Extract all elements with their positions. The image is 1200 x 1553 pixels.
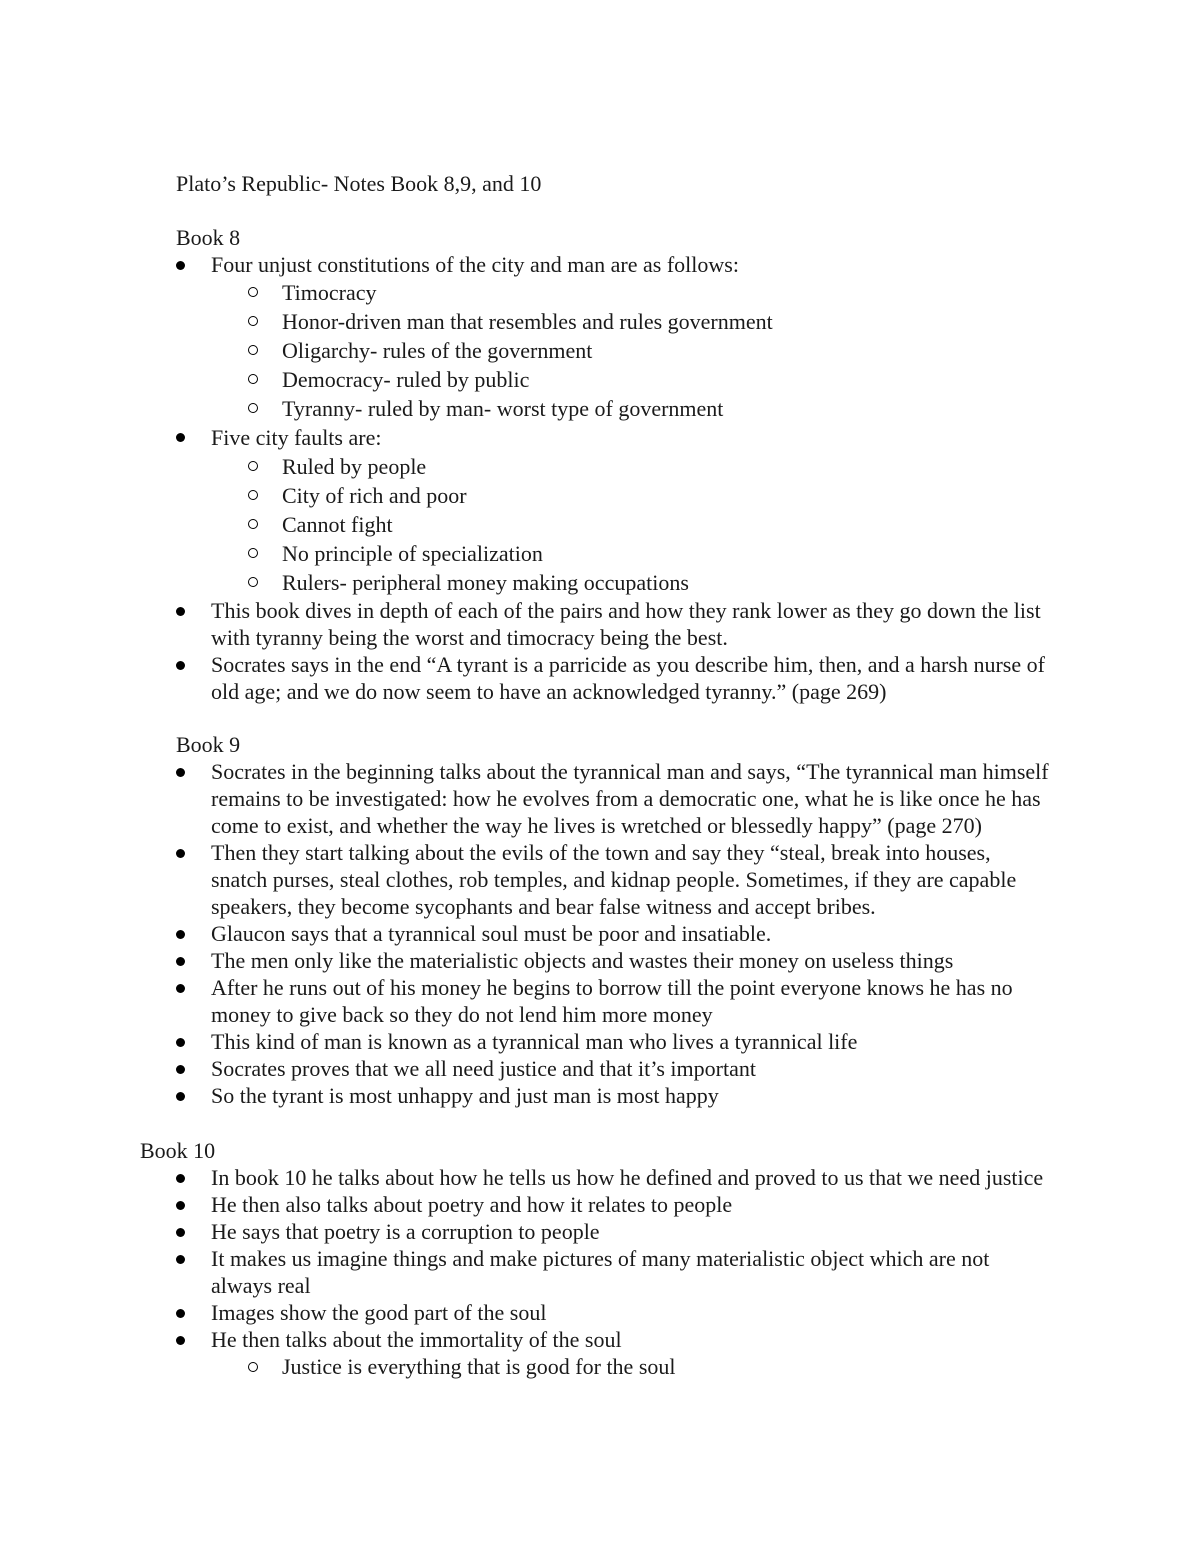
list-item: Then they start talking about the evils of the town and say they “steal, break into houses, snatch purses, steal clothes, rob temples, and kidnap people. Sometimes, if they are capable speakers, they become sycophants and bear false witness and accept bribes. [0,839,1051,920]
book10-heading: Book 10 [140,1138,216,1163]
bullet-icon [176,1201,185,1210]
list-item: He says that poetry is a corruption to people [0,1218,1051,1245]
list-item: Five city faults are: [0,423,1051,452]
sub-list-item: Democracy- ruled by public [0,365,1052,394]
bullet-icon [176,768,185,777]
list-item: This kind of man is known as a tyrannical man who lives a tyrannical life [0,1028,1051,1055]
circle-bullet-icon [248,345,258,355]
sub-list-item: Tyranny- ruled by man- worst type of government [0,394,1052,423]
circle-bullet-icon [248,374,258,384]
sub-list-item: Rulers- peripheral money making occupations [0,568,1052,597]
bullet-icon [176,849,185,858]
bullet-icon [176,1255,185,1264]
bullet-icon [176,261,185,270]
sub-list-item: Justice is everything that is good for the soul [0,1353,1052,1380]
sub-list-item: Timocracy [0,278,1052,307]
bullet-icon [176,1174,185,1183]
sub-list-item: Cannot fight [0,510,1052,539]
sub-list-item: City of rich and poor [0,481,1052,510]
circle-bullet-icon [248,490,258,500]
bullet-icon [176,607,185,616]
bullet-icon [176,1065,185,1074]
list-item: Glaucon says that a tyrannical soul must be poor and insatiable. [0,920,1051,947]
list-item: He then talks about the immortality of the soul [0,1326,1051,1353]
bullet-icon [176,1309,185,1318]
list-item: Four unjust constitutions of the city and man are as follows: [0,251,1051,278]
list-item: Socrates in the beginning talks about the tyrannical man and says, “The tyrannical man himself remains to be investigated: how he evolves from a democratic one, what he is like once he has come to exist, and whether the way he lives is wretched or blessedly happy” (page 270) [0,758,1051,839]
bullet-icon [176,433,185,442]
circle-bullet-icon [248,1362,258,1372]
bullet-icon [176,1228,185,1237]
sub-list-item: Ruled by people [0,452,1052,481]
list-item: So the tyrant is most unhappy and just man is most happy [0,1082,1051,1109]
circle-bullet-icon [248,403,258,413]
book9-list [0,758,1200,1109]
list-item: The men only like the materialistic objects and wastes their money on useless things [0,947,1051,974]
bullet-icon [176,930,185,939]
list-item: In book 10 he talks about how he tells us how he defined and proved to us that we need justice [0,1164,1051,1191]
circle-bullet-icon [248,519,258,529]
bullet-icon [176,957,185,966]
circle-bullet-icon [248,316,258,326]
list-item: He then also talks about poetry and how it relates to people [0,1191,1051,1218]
bullet-icon [176,1038,185,1047]
sub-list-item: Oligarchy- rules of the government [0,336,1052,365]
list-item: This book dives in depth of each of the pairs and how they rank lower as they go down the list with tyranny being the worst and timocracy being the best. [0,597,1051,651]
bullet-icon [176,984,185,993]
sub-list-item: No principle of specialization [0,539,1052,568]
list-item: Socrates says in the end “A tyrant is a parricide as you describe him, then, and a harsh nurse of old age; and we do now seem to have an acknowledged tyranny.” (page 269) [0,651,1051,705]
list-item: After he runs out of his money he begins to borrow till the point everyone knows he has no money to give back so they do not lend him more money [0,974,1051,1028]
page-title: Plato’s Republic- Notes Book 8,9, and 10 [176,171,542,196]
sub-list-item: Honor-driven man that resembles and rules government [0,307,1052,336]
circle-bullet-icon [248,577,258,587]
circle-bullet-icon [248,461,258,471]
book9-heading: Book 9 [176,732,241,757]
circle-bullet-icon [248,548,258,558]
bullet-icon [176,661,185,670]
list-item: Socrates proves that we all need justice and that it’s important [0,1055,1051,1082]
book8-list [0,251,1200,705]
list-item: It makes us imagine things and make pictures of many materialistic object which are not always real [0,1245,1051,1299]
book10-list [0,1164,1200,1380]
bullet-icon [176,1092,185,1101]
circle-bullet-icon [248,287,258,297]
list-item: Images show the good part of the soul [0,1299,1051,1326]
book8-heading: Book 8 [176,225,241,250]
bullet-icon [176,1336,185,1345]
